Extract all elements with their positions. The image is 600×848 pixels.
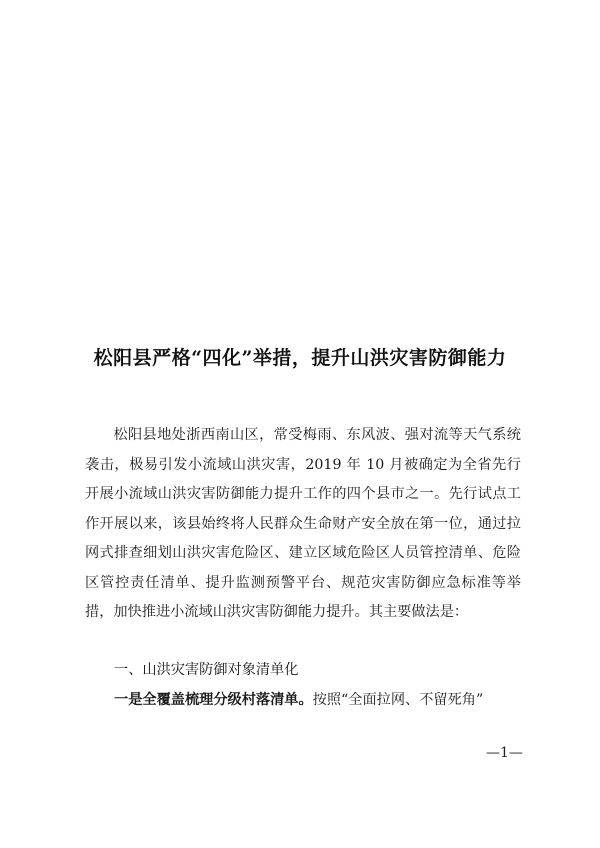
intro-paragraph: 松阳县地处浙西南山区，常受梅雨、东风波、强对流等天气系统袭击，极易引发小流域山洪灾害，2019 年 10 月被确定为全省先行开展小流域山洪灾害防御能力提升工作的四个县市之一。先行试点工作开展以来，该县始终将人民群众生命财产安全放在第一位，通过拉网式排查细划山洪灾害危险区、建立区域危险区人员管控清单、危险区管控责任清单、提升监测预警平台、规范灾害防御应急标准等举措，加快推进小流域山洪灾害防御能力提升。其主要做法是： <box>85 427 521 620</box>
point-lead: 一是全覆盖梳理分级村落清单。 <box>114 692 313 708</box>
point-text: 按照“全面拉网、不留死角” <box>312 692 484 708</box>
intro-section <box>85 421 521 628</box>
section-heading: 一、山洪灾害防御对象清单化 <box>114 662 299 678</box>
point-paragraph <box>114 689 524 711</box>
page-number: —1— <box>486 745 523 761</box>
document-title: 松阳县严格“四化”举措，提升山洪灾害防御能力 <box>93 347 507 369</box>
